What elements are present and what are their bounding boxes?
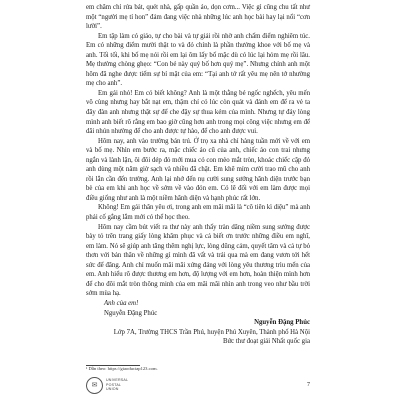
- page-number: 7: [307, 382, 310, 388]
- author-school: Lớp 7A, Trường THCS Trần Phú, huyện Phú Xuyên, Thành phố Hà Nội: [113, 328, 310, 336]
- letter-paragraph-6: Hôm nay cầm bút viết ra thư này anh thấy tràn dâng niềm sung sướng được bày tỏ trên trang giấy lòng khâm phục và cả biết ơn trước những điều em nghĩ, em làm. Nó sẽ giúp anh tăng thêm nghị lực, lòng dũng cảm, quyết tâm và cả tự bỏ thơn với bản thân về những gì mình đã vất và trái qua mà em đang vươn tới hết sức để đãng. Anh chỉ muốn mãi mãi xứng đáng với lòng yêu thương trìu mến của em. Anh hiểu rõ được thương em hơn, độ lượng với em hơn, hoàn thiện mình hơn để cho đôi mắt tròn thông minh của em mãi mãi nhìn anh trong veo như bầu trời sớm mùa hạ.: [86, 223, 310, 298]
- letter-paragraph-2: Em tập làm có giáo, tự cho bài và tự giải rồi nhờ anh chấm điểm nghiêm túc. Em có những điểm mười thật to và đó chính là phần thưởng khoe với bố mẹ và anh. Tối tối, khi bố mẹ nói rồi em lại ôm lấy bố mặc dù có lúc lại hỏm mẹ rồi lâu. Mẹ thường chòng ghẹo: “Con bé này quý bố hơn quý mẹ”. Nhưng chính anh một hôm đã nghe được tiếm sự bí mật của em: “Tại anh tớ rất yêu mẹ nên tớ nhường mẹ cho anh”.: [86, 32, 310, 88]
- author-name: Nguyễn Đặng Phúc: [254, 319, 310, 327]
- upu-logo: [86, 376, 140, 394]
- upu-logo-line-1: UNIVERSAL: [106, 378, 129, 383]
- letter-paragraph-3: Em gái nhỏ! Em có biết không? Anh là một thằng bé ngốc nghếch, yêu mến vô cùng nhưng hay bắt nạt em, thậm chí có lúc còn quát và đánh em để ra vẻ ta đây đàn anh nhưng thật sự để che đậy sự thua kém của mình. Nhưng tự đáy lòng mình anh biết rõ rằng em bao giờ cũng hơn anh trong mọi công việc nhưng em để dãi nhún nhường để cho anh được tự hào, để cho anh được vui.: [86, 89, 310, 136]
- letter-paragraph-1: em chăm chỉ rửa bát, quét nhà, gấp quần áo, dọn cơm... Việc gì cũng chu tất như một “người mẹ tí hon” đảm đang việc nhà những lúc anh học bài hay lại nổi “cơn lười”.: [86, 4, 310, 31]
- upu-logo-line-3: UNION: [106, 387, 119, 392]
- letter-signature: Nguyễn Đặng Phúc: [104, 309, 158, 317]
- letter-paragraph-5: Không! Em gái thân yêu ơi, trong anh em mãi mãi là “cô tiên kì diệu” mà anh phải cố gắng lắm mới có thể học theo.: [86, 204, 310, 222]
- letter-paragraph-4: Hôm nay, anh vào trường bán trú. Ở trọ xa nhà chỉ hàng tuần mới về với em và bố mẹ. Nhìn em bước ra, mặc chiếc áo cũ của anh, chiếc áo con trai nhưng ngắn và lành lặn, ôi đôi dép đỏ mới mua có con mèo mắt tròn, khoác chiếc cặp đỏ anh dùng một năm giờ sạch và nhiều đã chật. Em khẽ mỉm cười trao mũ cho anh rồi lẳn cần đến trường. Anh lại nhớ đến nụ cười sung sướng hãnh diện trước bạn bè của em khi anh học về sớm về vào đón em. Có lẽ đối với em làm được mọi điều giống như anh là một niềm hãnh diện và hạnh phúc rất lớn.: [86, 137, 310, 202]
- upu-globe-icon: ✉: [86, 377, 103, 394]
- upu-logo-line-2: POSTAL: [106, 382, 122, 387]
- upu-logo-text: [106, 378, 128, 391]
- letter-body: [86, 3, 310, 347]
- letter-closing: Anh của em!: [104, 299, 139, 307]
- author-award: Bức thư đoạt giải Nhất quốc gia: [222, 338, 310, 346]
- footnote: ¹ Dẫn theo: https://giaoductap123.com.: [86, 366, 158, 371]
